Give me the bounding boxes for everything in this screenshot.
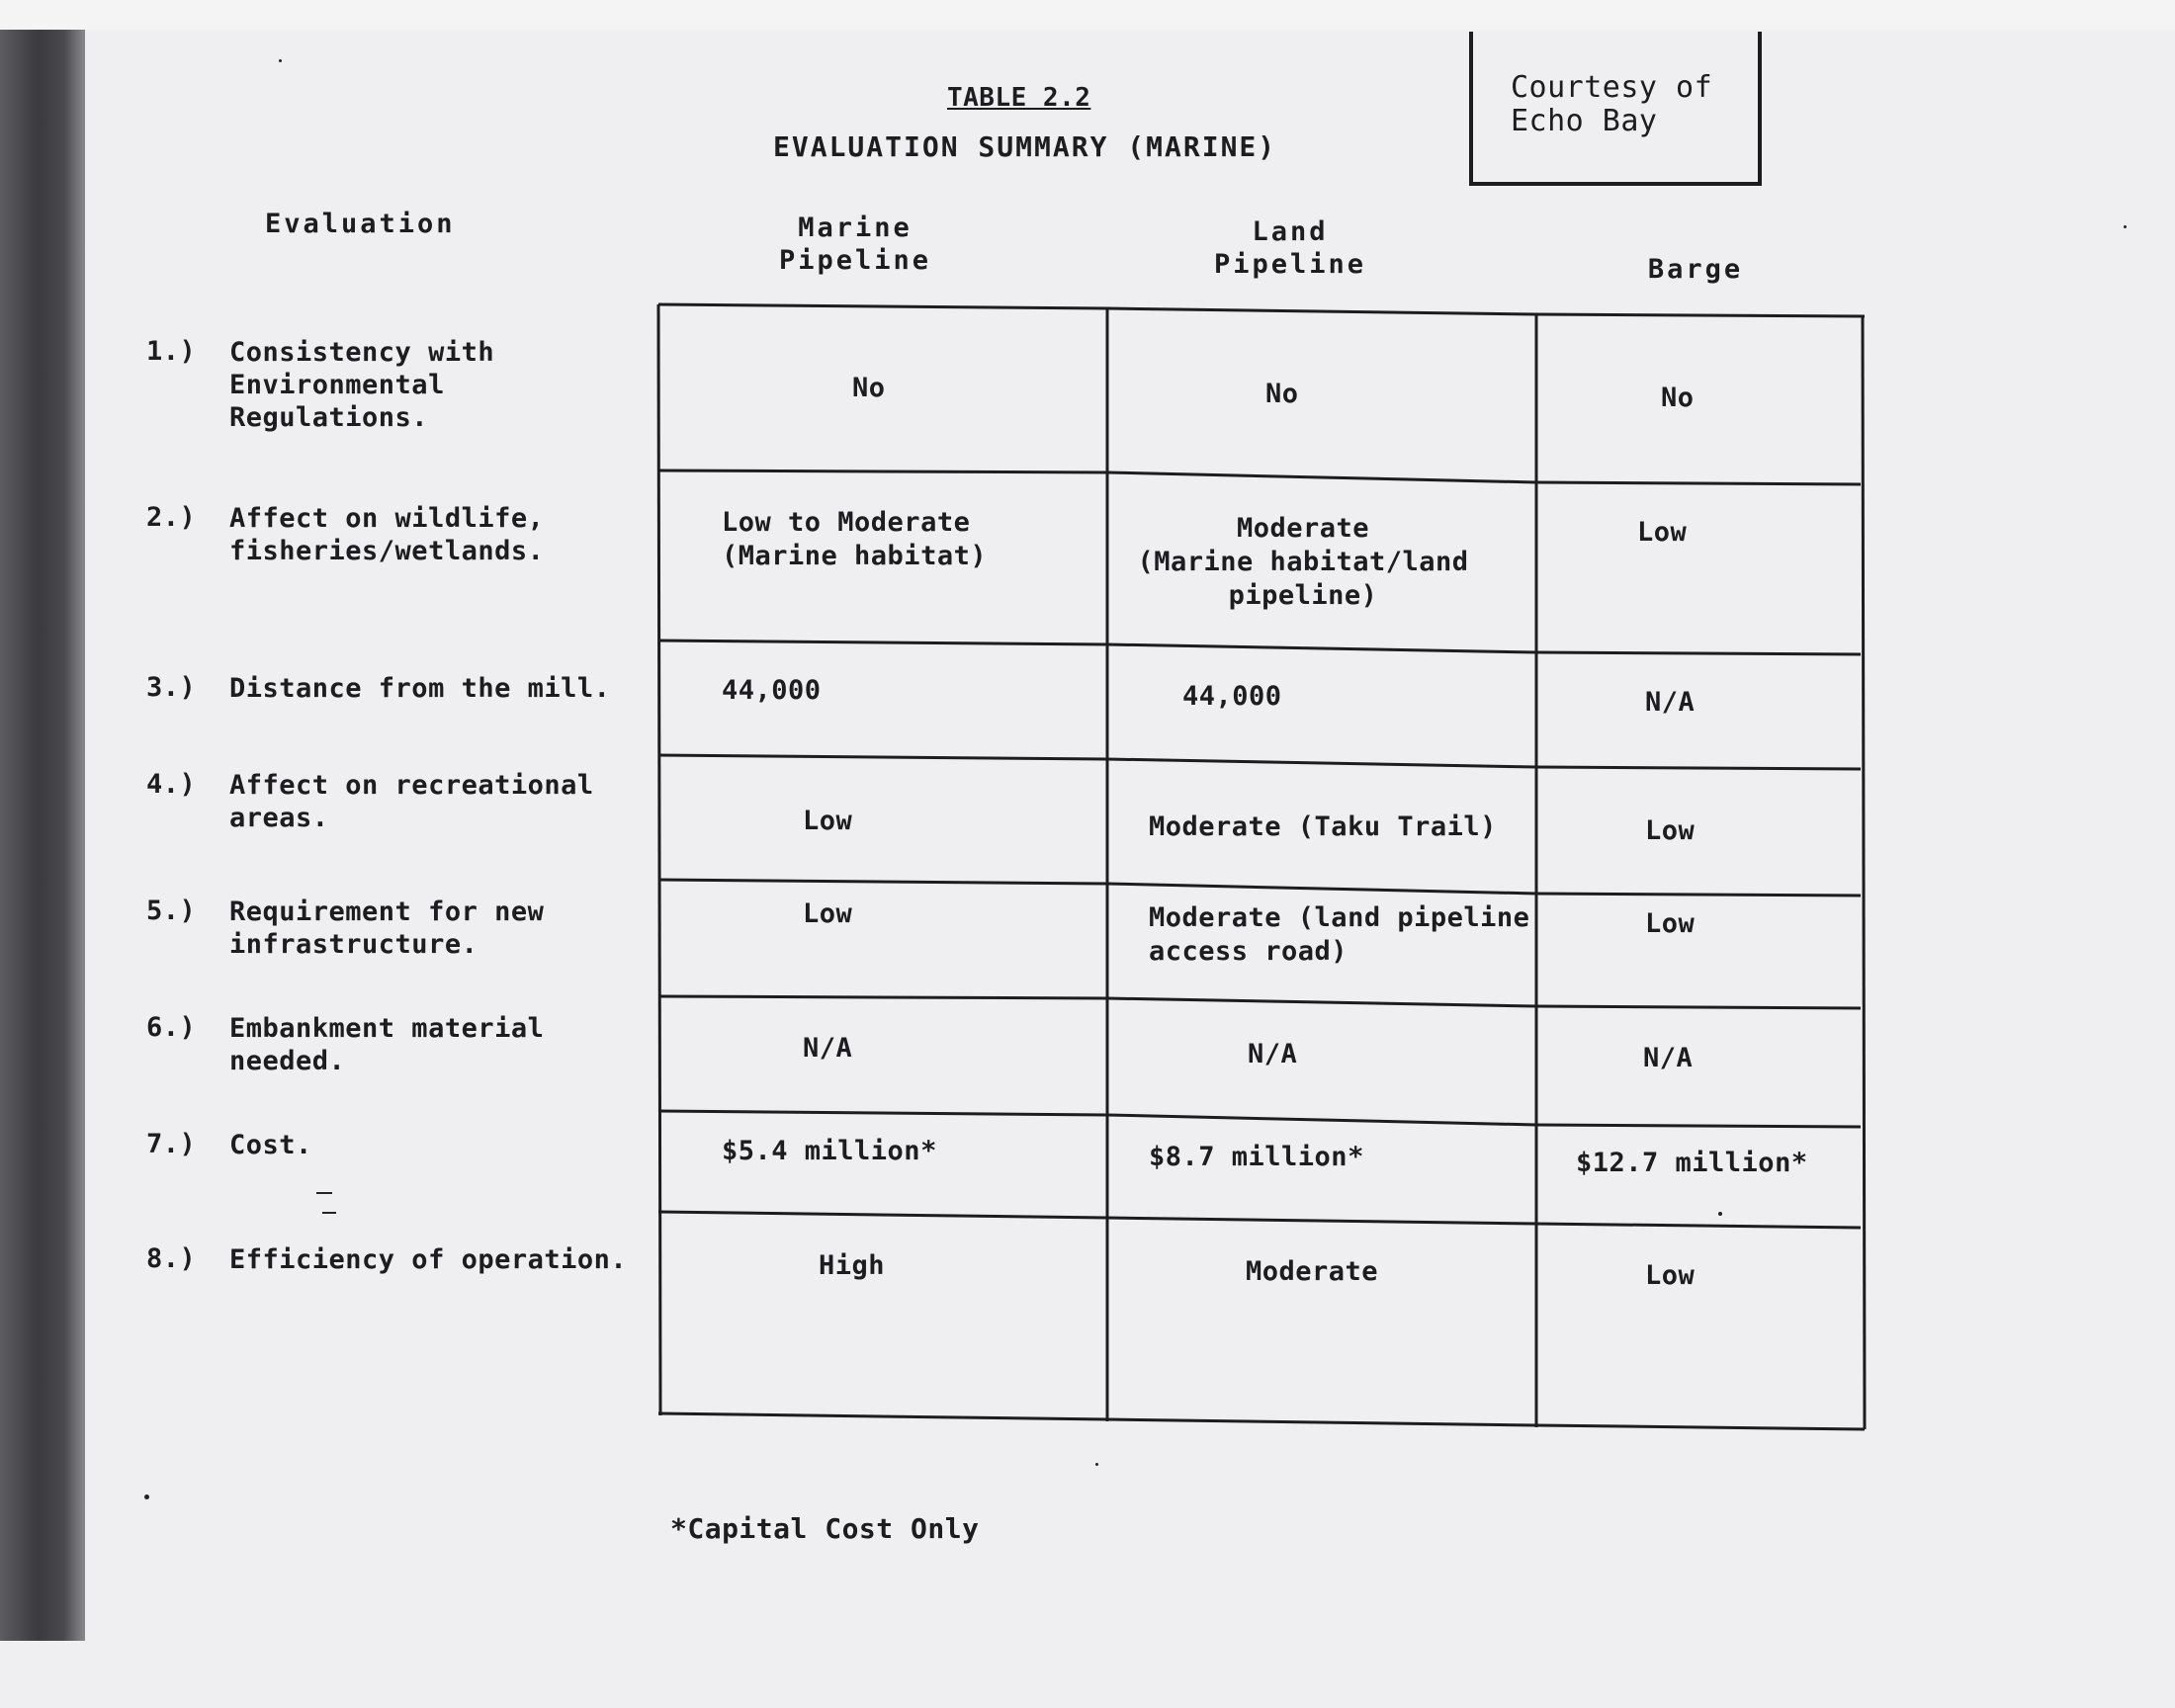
- row-number: 6.): [146, 1012, 197, 1043]
- table-cell: No: [852, 373, 886, 403]
- table-cell: $12.7 million*: [1576, 1148, 1808, 1178]
- binding-edge: [0, 30, 85, 1641]
- table-cell: No: [1661, 383, 1695, 413]
- footnote: *Capital Cost Only: [670, 1512, 980, 1545]
- scan-speck: [1095, 1463, 1098, 1466]
- table-cell: Moderate: [1246, 1256, 1379, 1287]
- scan-speck: [144, 1494, 149, 1499]
- table-cell: Low: [1645, 815, 1696, 846]
- scan-speck: [322, 1212, 336, 1214]
- table-cell: N/A: [1645, 687, 1696, 718]
- row-number: 3.): [146, 672, 197, 703]
- courtesy-note: Courtesy of Echo Bay: [1511, 70, 1713, 138]
- column-header-marine-pipeline: Marine Pipeline: [778, 213, 932, 276]
- row-label-wildlife: Affect on wildlife, fisheries/wetlands.: [229, 503, 545, 566]
- row-label-cost: Cost.: [229, 1130, 312, 1160]
- table-cell: Low: [803, 898, 853, 929]
- table-cell: High: [819, 1250, 886, 1281]
- row-number: 1.): [146, 336, 197, 367]
- row-number: 7.): [146, 1129, 197, 1159]
- scan-speck: [316, 1192, 332, 1194]
- table-cell: Low: [1645, 1260, 1696, 1291]
- table-cell: $8.7 million*: [1149, 1142, 1364, 1172]
- scan-top-edge: [0, 0, 2175, 30]
- row-label-distance: Distance from the mill.: [229, 673, 611, 704]
- table-cell: N/A: [803, 1033, 853, 1064]
- table-cell: Moderate (Taku Trail): [1149, 811, 1497, 842]
- scan-speck: [1718, 1212, 1722, 1216]
- row-number: 5.): [146, 896, 197, 926]
- column-header-land-pipeline: Land Pipeline: [1213, 216, 1367, 280]
- row-label-efficiency: Efficiency of operation.: [229, 1244, 628, 1275]
- table-cell: Moderate (Marine habitat/land pipeline): [1137, 513, 1469, 611]
- evaluation-header: Evaluation: [265, 209, 456, 239]
- table-cell: Low: [1645, 908, 1696, 939]
- table-number: TABLE 2.2: [947, 83, 1091, 113]
- row-label-regulations: Consistency with Environmental Regulations.: [229, 337, 495, 433]
- column-header-barge: Barge: [1647, 254, 1744, 285]
- table-cell: No: [1265, 379, 1299, 409]
- table-cell: 44,000: [722, 675, 822, 706]
- table-cell: N/A: [1248, 1039, 1298, 1069]
- row-number: 4.): [146, 769, 197, 800]
- row-label-recreational: Affect on recreational areas.: [229, 770, 594, 833]
- table-cell: Low to Moderate (Marine habitat): [722, 507, 988, 571]
- row-label-embankment: Embankment material needed.: [229, 1013, 545, 1076]
- row-number: 2.): [146, 502, 197, 533]
- table-cell: Low: [803, 806, 853, 836]
- table-cell: Moderate (land pipeline access road): [1149, 902, 1530, 967]
- table-cell: N/A: [1643, 1043, 1694, 1073]
- table-cell: Low: [1637, 517, 1688, 548]
- table-title: EVALUATION SUMMARY (MARINE): [773, 130, 1277, 163]
- table-cell: $5.4 million*: [722, 1136, 937, 1166]
- table-cell: 44,000: [1182, 681, 1282, 712]
- row-label-infrastructure: Requirement for new infrastructure.: [229, 897, 545, 960]
- scan-speck: [2124, 225, 2127, 228]
- scan-speck: [279, 59, 282, 62]
- row-number: 8.): [146, 1243, 197, 1274]
